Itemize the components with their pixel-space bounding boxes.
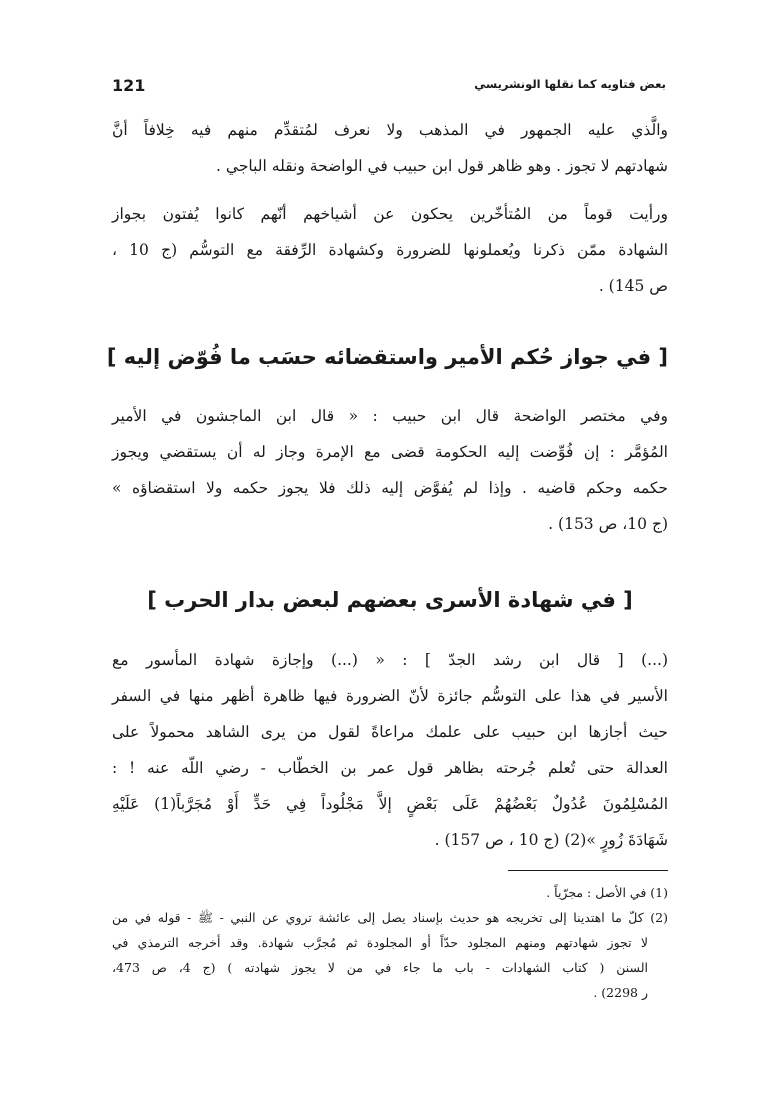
paragraph-line: الأسير في هذا على التوسُّم جائزة لأنّ الضرورة فيها ظاهرة أظهر منها في السفر — [112, 687, 668, 705]
paragraph-line: (ج 10، ص 153) . — [548, 515, 668, 533]
footnote-line: لا تجوز شهادتهم ومنهم المجلود حدّاً أو المجلودة ثم مُجرَّب شهادة. وقد أخرجه الترمذي في — [112, 935, 648, 950]
footnote-divider — [508, 870, 668, 871]
paragraph-line: شهادتهم لا تجوز . وهو ظاهر قول ابن حبيب في الواضحة ونقله الباجي . — [216, 157, 668, 175]
paragraph-2 — [112, 196, 668, 304]
footnote-line: السنن ( كتاب الشهادات - باب ما جاء في من لا يجوز شهادته ) (ج 4، ص 473، — [112, 960, 648, 975]
page-number: 121 — [112, 76, 146, 95]
footnote-line: ر 2298) . — [593, 985, 648, 1000]
paragraph-1 — [112, 112, 668, 184]
paragraph-line: العدالة حتى تُعلم جُرحته بظاهر قول عمر بن الخطّاب - رضي اللّه عنه ! : — [112, 759, 668, 777]
footnotes — [112, 880, 668, 1005]
paragraph-4 — [112, 642, 668, 858]
paragraph-line: الشهادة ممّن ذكرنا ويُعملونها للضرورة وكشهادة الرِّفقة مع التوسُّم (ج 10 ، — [112, 241, 668, 259]
paragraph-line: حكمه وحكم قاضيه . وإذا لم يُفوَّض إليه ذلك فلا يجوز حكمه ولا استقضاؤه » — [112, 479, 668, 497]
paragraph-line: (...) [ قال ابن رشد الجدّ ] : « (...) وإجازة شهادة المأسور مع — [112, 651, 668, 669]
paragraph-line: ورأيت قوماً من المُتأخّرين يحكون عن أشياخهم أنّهم كانوا يُفتون بجواز — [112, 205, 668, 223]
paragraph-line: حيث أجازها ابن حبيب على علمك مراعاةً لقول من يرى الشاهد محمولاً على — [112, 723, 668, 741]
paragraph-line: وفي مختصر الواضحة قال ابن حبيب : « قال ابن الماجشون في الأمير — [112, 407, 668, 425]
paragraph-3 — [112, 398, 668, 542]
running-head — [112, 76, 666, 100]
section-heading-1: [ في جواز حُكم الأمير واستقضائه حسَب ما فُوّض إليه ] — [106, 345, 668, 369]
paragraph-line: ص 145) . — [598, 277, 668, 295]
paragraph-line: شَهَادَةَ زُورٍ »(2) (ج 10 ، ص 157) . — [434, 831, 668, 849]
paragraph-line: والَّذي عليه الجمهور في المذهب ولا نعرف لمُتقدِّم منهم فيه خِلافاً أنَّ — [112, 121, 668, 139]
section-heading-2: [ في شهادة الأسرى بعضهم لبعض بدار الحرب ] — [147, 588, 633, 612]
paragraph-line: المُؤمَّر : إن فُوِّضت إليه الحكومة قضى مع الإمرة وجاز له أن يستقضي ويجوز — [112, 443, 668, 461]
footnote-line: (1) في الأصل : مجرّياً . — [546, 885, 668, 900]
footnote-line: (2) كلّ ما اهتدينا إلى تخريجه هو حديث بإسناد يصل إلى عائشة تروي عن النبي - ﷺ - قوله في من — [112, 910, 668, 925]
running-title: بعض فتاويه كما نقلها الونشريسي — [474, 77, 666, 91]
paragraph-line: المُسْلِمُونَ عُدُولٌ بَعْضُهُمْ عَلَى بَعْضٍ إلاَّ مَجْلُوداً فِي حَدٍّ أَوْ مُجَرَّباً(1) عَلَيْهِ — [112, 795, 669, 813]
